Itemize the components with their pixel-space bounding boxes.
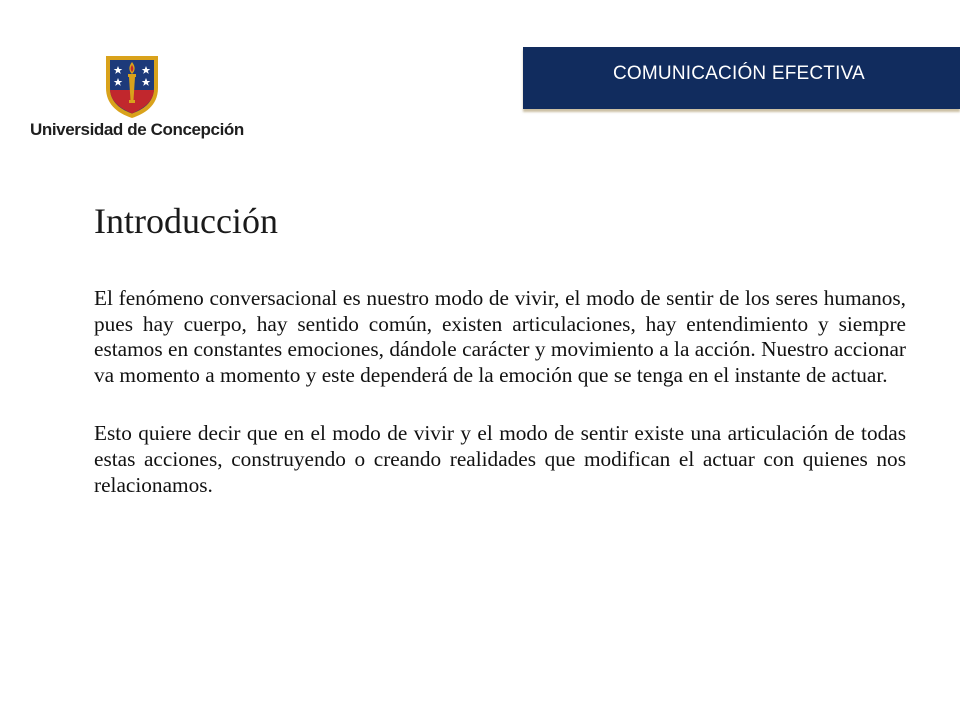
banner-title: COMUNICACIÓN EFECTIVA bbox=[613, 63, 865, 84]
university-shield-icon bbox=[102, 54, 162, 120]
paragraph-introduction: El fenómeno conversacional es nuestro modo de vivir, el modo de sentir de los seres humanos, pues hay cuerpo, hay sentido común, existen articulaciones, hay entendimiento y siempre estamos en constantes emociones, dándole carácter y movimiento a la acción. Nuestro accionar va momento a momento y este dependerá de la emoción que se tenga en el instante de actuar. bbox=[94, 286, 906, 387]
paragraph-articulation: Esto quiere decir que en el modo de vivir y el modo de sentir existe una articulación de todas estas acciones, construyendo o creando realidades que modifican el actuar con quienes nos relacionamos. bbox=[94, 421, 906, 497]
slide-title: Introducción bbox=[94, 201, 278, 241]
university-name: Universidad de Concepción bbox=[30, 120, 244, 139]
header-banner bbox=[523, 47, 960, 109]
university-logo bbox=[30, 50, 244, 150]
slide-body bbox=[94, 286, 906, 498]
